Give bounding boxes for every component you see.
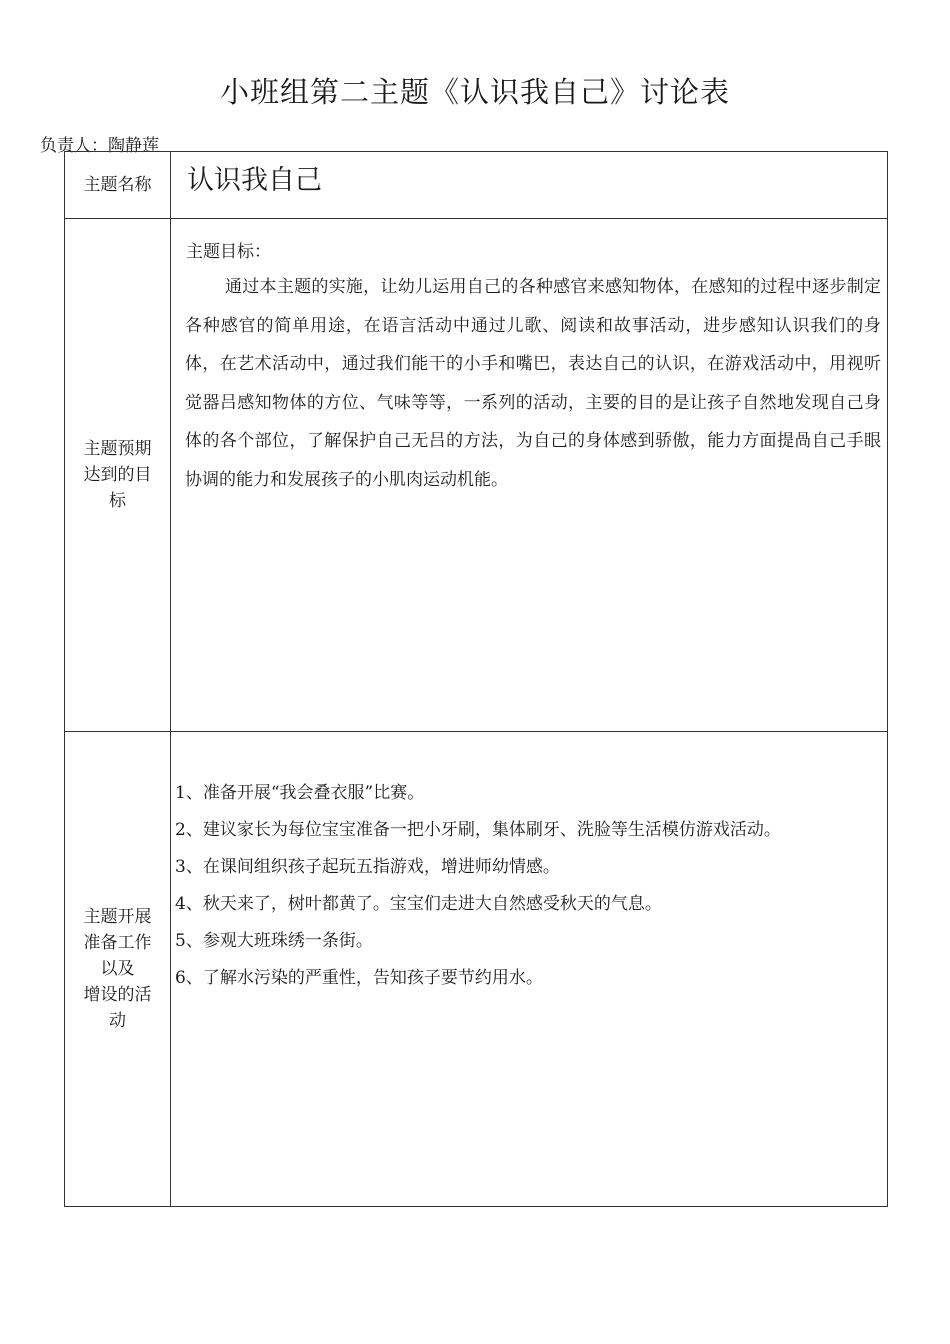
- prep-label-line: 动: [109, 1011, 126, 1031]
- goal-label-line: 标: [109, 491, 126, 511]
- discussion-table: [64, 151, 888, 1207]
- goal-label-line: 达到的目: [83, 465, 152, 485]
- theme-name-label-cell: [65, 152, 171, 219]
- theme-name-label: 主题名称: [83, 175, 152, 195]
- goal-label-line: 主题预期: [83, 439, 152, 459]
- document-title: 小班组第二主题《认识我自己》讨论表: [219, 75, 730, 109]
- goal-body-text: 通过本主题的实施，让幼儿运用自己的各种感官来感知物体，在感知的过程中逐步制定各种感官的简单用途，在语言活动中通过儿歌、阅读和故事活动，进步感知认识我们的身体，在艺术活动中，通过我们能干的小手和嘴巴，表达自己的认识，在游戏活动中，用视听觉器吕感知物体的方位、气味等等，一系列的活动，主要的目的是让孩子自然地发现自己身体的各个部位，了解保护自己无吕的方法，为自己的身体感到骄傲，能力方面提咼自己手眼协调的能力和发展孩子的小肌肉运动机能。: [185, 277, 881, 490]
- list-item: 1、准备开展“我会叠衣服”比赛。: [175, 783, 425, 803]
- prep-label-line: 以及: [100, 959, 135, 979]
- list-item: 4、秋天来了，树叶都黄了。宝宝们走进大自然感受秋天的气息。: [175, 894, 662, 914]
- prep-content-cell: [171, 732, 888, 1207]
- theme-name-value: 认识我自己: [187, 165, 322, 196]
- goal-heading: 主题目标：: [186, 242, 271, 262]
- prep-label-cell: [65, 732, 171, 1207]
- list-item: 3、在课间组织孩子起玩五指游戏，增进师幼情感。: [175, 857, 560, 877]
- list-item: 2、建议家长为每位宝宝准备一把小牙刷，集体刷牙、洗脸等生活模仿游戏活动。: [175, 820, 781, 840]
- list-item: 5、参观大班珠绣一条街。: [175, 931, 373, 951]
- owner-label: 负责人：陶静莲: [40, 136, 159, 156]
- prep-label-line: 主题开展: [83, 907, 152, 927]
- goal-label-cell: [65, 219, 171, 732]
- prep-label-line: 准备工作: [83, 933, 152, 953]
- table-row-theme-name: [65, 152, 888, 219]
- goal-content-cell: [171, 219, 888, 732]
- theme-name-value-cell: [171, 152, 888, 219]
- list-item: 6、了解水污染的严重性，告知孩子要节约用水。: [175, 968, 543, 988]
- prep-activity-list: [171, 732, 887, 989]
- prep-label-line: 增设的活: [83, 985, 152, 1005]
- table-row-preparation: [65, 732, 888, 1207]
- table-row-goal: [65, 219, 888, 732]
